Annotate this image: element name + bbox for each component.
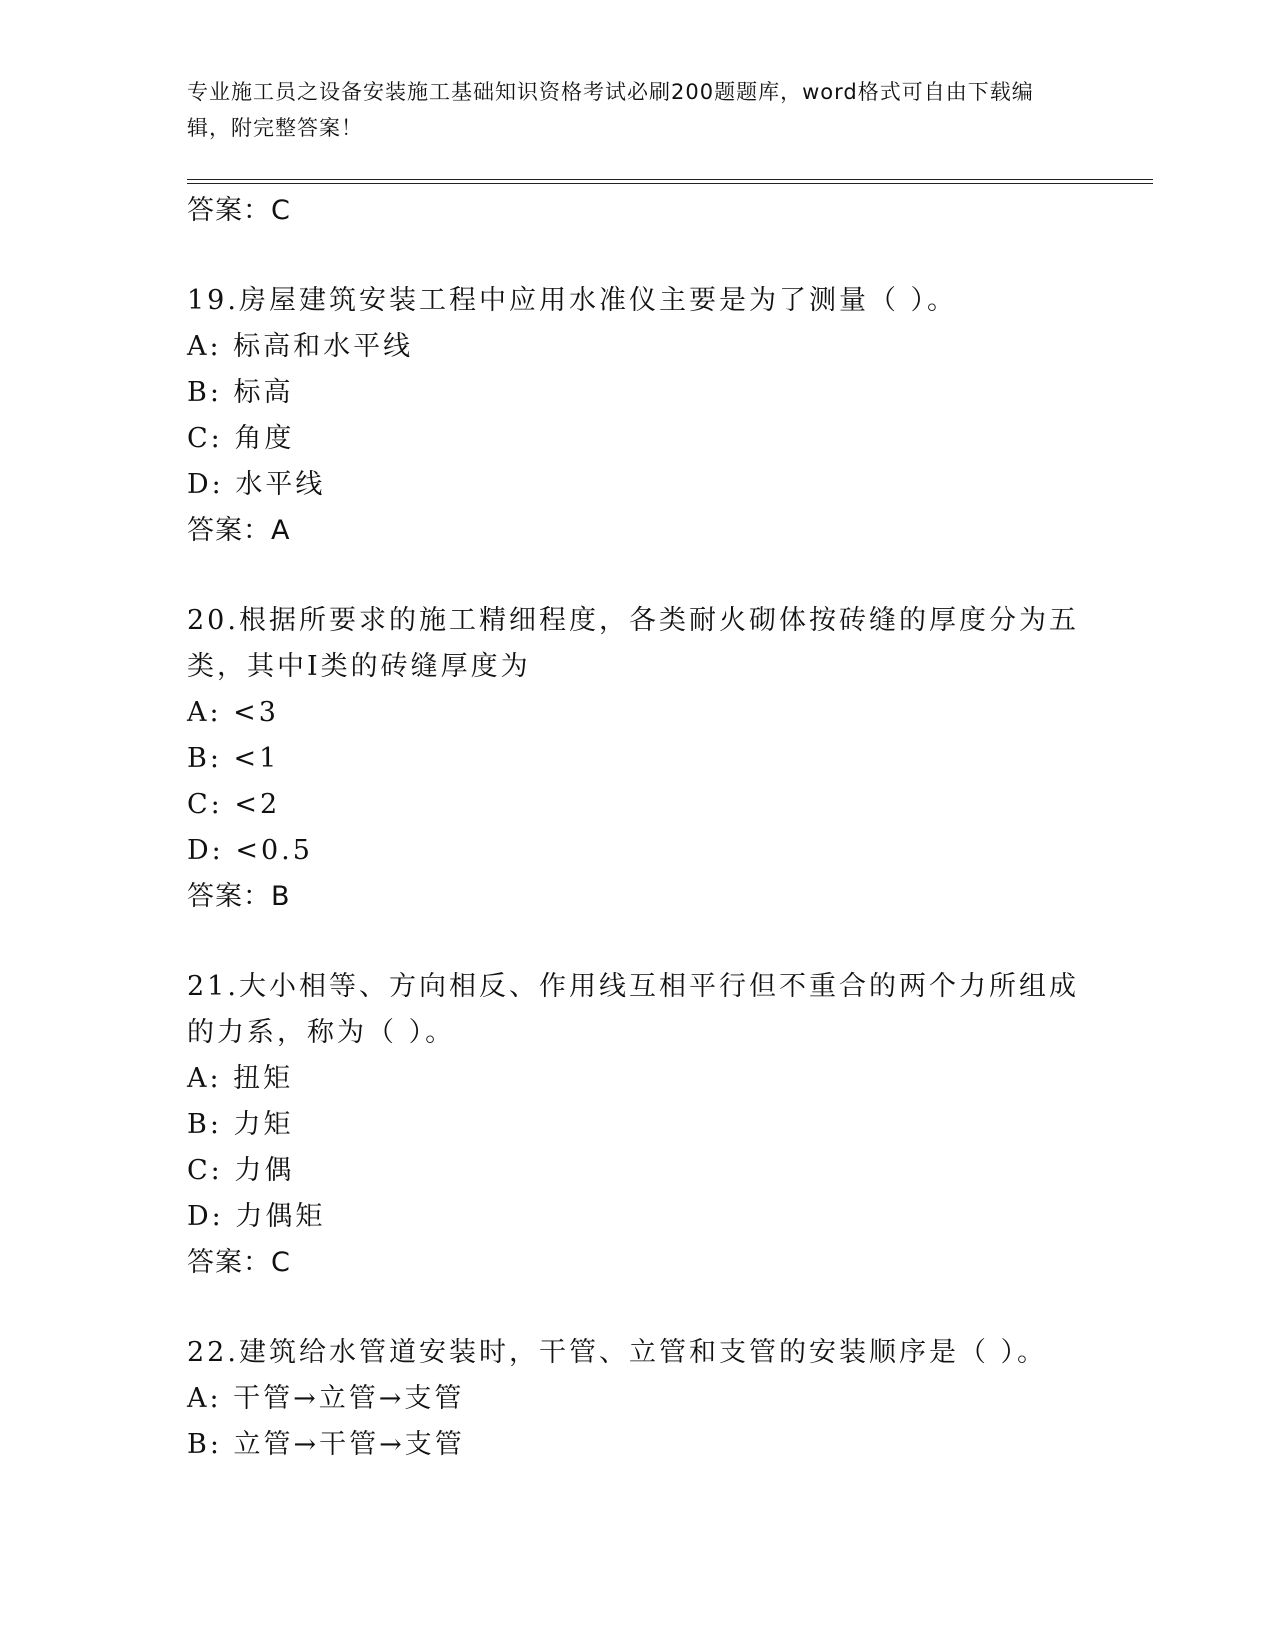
answer-line: 答案：C [187, 1247, 291, 1278]
header-divider-bottom [187, 183, 1153, 184]
option-c: C: 力偶 [187, 1155, 295, 1186]
header-divider-top [187, 179, 1153, 180]
question-text: 19.房屋建筑安装工程中应用水准仪主要是为了测量（ ）。 [187, 285, 958, 316]
option-d: D: <0.5 [187, 835, 313, 866]
answer-line: 答案：A [187, 515, 291, 546]
question-text: 22.建筑给水管道安装时，干管、立管和支管的安装顺序是（ ）。 [187, 1337, 1048, 1368]
option-c: C: <2 [187, 789, 281, 820]
option-d: D: 水平线 [187, 469, 326, 500]
question-block-20 [187, 598, 1087, 920]
option-b: B: 力矩 [187, 1109, 294, 1140]
option-a: A: 干管→立管→支管 [187, 1383, 465, 1414]
option-b: B: <1 [187, 743, 280, 774]
question-block-19 [187, 278, 1087, 554]
document-header: 专业施工员之设备安装施工基础知识资格考试必刷200题题库，word格式可自由下载编辑，附完整答案！ [187, 80, 1034, 140]
answer-line: 答案：B [187, 881, 291, 912]
question-text: 21.大小相等、方向相反、作用线互相平行但不重合的两个力所组成的力系，称为（ ）。 [187, 971, 1079, 1048]
option-b: B: 标高 [187, 377, 294, 408]
option-a: A: <3 [187, 697, 279, 728]
question-text: 20.根据所要求的施工精细程度，各类耐火砌体按砖缝的厚度分为五类，其中Ⅰ类的砖缝厚度为 [187, 605, 1079, 682]
question-block-22 [187, 1330, 1087, 1468]
question-block-21 [187, 964, 1087, 1286]
option-d: D: 力偶矩 [187, 1201, 326, 1232]
option-c: C: 角度 [187, 423, 295, 454]
answer-line: 答案：C [187, 195, 291, 226]
question-list [187, 188, 1087, 1468]
option-a: A: 标高和水平线 [187, 331, 414, 362]
option-a: A: 扭矩 [187, 1063, 294, 1094]
option-b: B: 立管→干管→支管 [187, 1429, 465, 1460]
